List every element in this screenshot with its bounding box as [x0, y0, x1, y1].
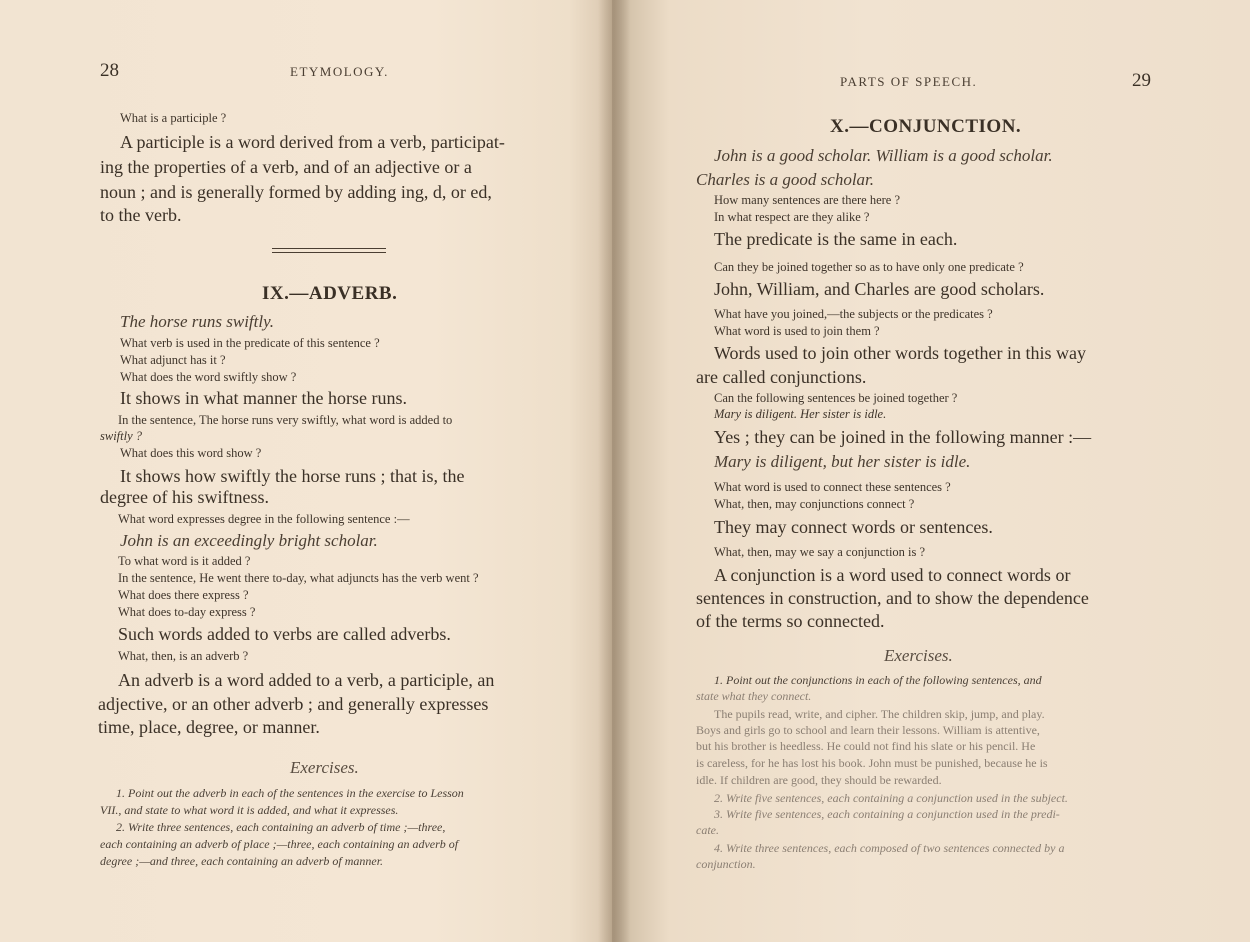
exercises-heading: Exercises. — [290, 758, 359, 777]
example-sentence: John is an exceedingly bright scholar. — [120, 531, 378, 550]
example-sentence: John is a good scholar. William is a good scholar. — [714, 146, 1053, 165]
section-title: X.—CONJUNCTION. — [830, 116, 1022, 137]
definition-line: An adverb is a word added to a verb, a participle, an — [118, 670, 495, 690]
answer-line: Yes ; they can be joined in the following manner :— — [714, 427, 1092, 447]
example-sentence: The horse runs swiftly. — [120, 312, 274, 331]
definition-line: time, place, degree, or manner. — [98, 717, 320, 737]
definition-line: adjective, or an other adverb ; and generally expresses — [98, 694, 489, 714]
definition-line: of the terms so connected. — [696, 611, 885, 631]
exercise-line: 3. Write five sentences, each containing a conjunction used in the predi- — [714, 807, 1060, 821]
question-line: What verb is used in the predicate of this sentence ? — [120, 336, 380, 350]
answer-line: The predicate is the same in each. — [714, 229, 958, 249]
exercise-line: 2. Write five sentences, each containing a conjunction used in the subject. — [714, 791, 1068, 805]
question-line: Can they be joined together so as to have only one predicate ? — [714, 260, 1024, 274]
question-line: What word is used to connect these sentences ? — [714, 480, 951, 494]
exercise-line: Boys and girls go to school and learn their lessons. William is attentive, — [696, 723, 1040, 737]
exercise-line: VII., and state to what word it is added, and what it expresses. — [100, 803, 399, 817]
exercise-line: The pupils read, write, and cipher. The children skip, jump, and play. — [714, 707, 1045, 721]
question-line: What word is used to join them ? — [714, 324, 880, 338]
question-line: swiftly ? — [100, 429, 143, 443]
section-title: IX.—ADVERB. — [262, 283, 398, 304]
definition-line: Words used to join other words together in this way — [714, 343, 1086, 363]
question-line: What adjunct has it ? — [120, 353, 226, 367]
participle-answer-line: to the verb. — [100, 205, 182, 225]
exercise-line: state what they connect. — [696, 689, 812, 703]
exercises-heading: Exercises. — [884, 646, 953, 665]
question-line: In what respect are they alike ? — [714, 210, 870, 224]
question-line: How many sentences are there here ? — [714, 193, 901, 207]
running-head: PARTS OF SPEECH. — [840, 74, 978, 89]
question-line: What have you joined,—the subjects or the predicates ? — [714, 307, 993, 321]
exercise-line: cate. — [696, 823, 719, 837]
exercise-line: is careless, for he has lost his book. John must be punished, because he is — [696, 756, 1048, 770]
question-line: Can the following sentences be joined together ? — [714, 391, 958, 405]
question-line: What does the word swiftly show ? — [120, 370, 297, 384]
exercise-line: 1. Point out the adverb in each of the sentences in the exercise to Lesson — [116, 786, 464, 800]
question-line: What, then, may conjunctions connect ? — [714, 497, 915, 511]
example-sentence: Mary is diligent, but her sister is idle. — [714, 452, 971, 471]
answer-line: It shows how swiftly the horse runs ; that is, the — [120, 466, 465, 486]
question-line: What does there express ? — [118, 588, 249, 602]
question-line: What, then, may we say a conjunction is ? — [714, 545, 926, 559]
definition-line: sentences in construction, and to show the dependence — [696, 588, 1089, 608]
question-line: In the sentence, The horse runs very swiftly, what word is added to — [118, 413, 453, 427]
question-line: What does this word show ? — [120, 446, 262, 460]
answer-line: Such words added to verbs are called adverbs. — [118, 624, 451, 644]
answer-line: degree of his swiftness. — [100, 487, 269, 507]
right-page — [612, 0, 1250, 942]
running-head: ETYMOLOGY. — [290, 64, 389, 79]
participle-question: What is a participle ? — [120, 111, 227, 125]
exercise-line: idle. If children are good, they should be rewarded. — [696, 773, 942, 787]
page-number: 28 — [100, 60, 119, 81]
example-sentence: Charles is a good scholar. — [696, 170, 875, 189]
definition-line: are called conjunctions. — [696, 367, 867, 387]
exercise-line: 2. Write three sentences, each containing an adverb of time ;—three, — [116, 820, 446, 834]
answer-line: It shows in what manner the horse runs. — [120, 388, 407, 408]
page-number: 29 — [1132, 70, 1151, 91]
participle-answer-line: noun ; and is generally formed by adding ing, d, or ed, — [100, 182, 492, 202]
participle-answer-line: ing the properties of a verb, and of an adjective or a — [100, 157, 472, 177]
book-gutter — [598, 0, 630, 942]
question-line: What does to-day express ? — [118, 605, 256, 619]
answer-line: John, William, and Charles are good scholars. — [714, 279, 1045, 299]
participle-answer-line: A participle is a word derived from a verb, participat- — [120, 132, 505, 152]
answer-line: They may connect words or sentences. — [714, 517, 993, 537]
exercise-line: conjunction. — [696, 857, 756, 871]
section-divider — [272, 248, 386, 253]
question-line: What, then, is an adverb ? — [118, 649, 249, 663]
exercise-line: 1. Point out the conjunctions in each of the following sentences, and — [714, 673, 1042, 687]
exercise-line: but his brother is heedless. He could not find his slate or his pencil. He — [696, 739, 1036, 753]
exercise-line: 4. Write three sentences, each composed of two sentences connected by a — [714, 841, 1065, 855]
question-line: What word expresses degree in the following sentence :— — [118, 512, 410, 526]
exercise-line: degree ;—and three, each containing an adverb of manner. — [100, 854, 384, 868]
question-line: In the sentence, He went there to-day, what adjuncts has the verb went ? — [118, 571, 479, 585]
question-line: To what word is it added ? — [118, 554, 251, 568]
definition-line: A conjunction is a word used to connect words or — [714, 565, 1071, 585]
left-page — [0, 0, 612, 942]
example-sentence: Mary is diligent. Her sister is idle. — [714, 407, 887, 421]
exercise-line: each containing an adverb of place ;—three, each containing an adverb of — [100, 837, 459, 851]
